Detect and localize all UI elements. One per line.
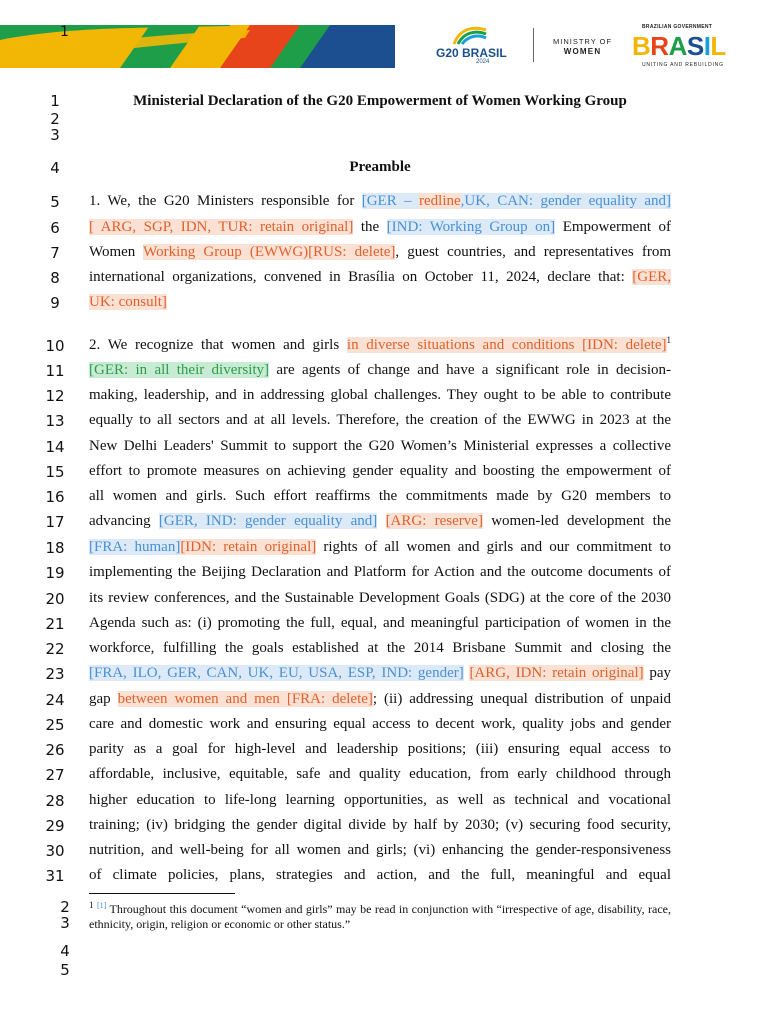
line-number: 6 [50,219,60,237]
text-segment: care and domestic work and ensuring equal access to decent work, quality jobs and gender [89,716,671,732]
line-number: 20 [45,590,65,608]
line-number: 5 [60,961,70,979]
text-segment [377,513,385,529]
line-number: 2 [60,898,70,916]
text-segment: are agents of change and have a significant role in decision- [269,362,671,378]
tracked-comment: redline [419,193,461,209]
text-segment: parity as a goal for high-level and leadership positions; (iii) ensuring equal access to [89,741,671,757]
g20-emblem-icon [450,24,490,46]
gov-top-label: BRAZILIAN GOVERNMENT [642,24,713,30]
text-line [89,269,671,286]
text-line [89,640,671,657]
text-segment: rights of all women and girls and our commitment to [316,539,671,555]
text-line [89,792,671,809]
text-segment: all women and girls. Such effort reaffirms the commitments made by G20 members to [89,488,671,504]
tracked-comment: [FRA, ILO, GER, CAN, UK, EU, USA, ESP, IND: gender] [89,665,464,681]
text-segment: higher education to life-long learning opportunities, as well as technical and vocational [89,792,671,808]
tracked-comment: [GER: in all their diversity] [89,362,270,378]
gov-wordmark-letter: S [686,31,704,61]
text-line [89,513,671,530]
ministry-of-women-logo [553,37,612,57]
tracked-comment: Working Group (EWWG)[RUS: delete] [143,244,396,260]
footnote-link[interactable]: [1] [96,901,107,910]
text-line [89,691,671,708]
text-line [89,294,671,311]
line-number: 13 [45,412,65,430]
text-segment: advancing [89,513,159,529]
text-segment: international organizations, convened in Brasília on October 11, 2024, declare that: [89,269,633,285]
line-number: 28 [45,792,65,810]
tracked-comment: [ ARG, SGP, IDN, TUR: retain original] [89,219,354,235]
text-segment: nutrition, and well-being for all women and girls; (vi) enhancing the gender-responsiveness [89,842,671,858]
line-number: 25 [45,716,65,734]
logo-divider [533,28,534,62]
text-segment: Agenda such as: (i) promoting the full, equal, and meaningful participation of women in the [89,615,671,631]
line-number: 27 [45,766,65,784]
ministry-line1: MINISTRY OF [553,37,613,46]
text-line [89,488,671,505]
text-segment: its review conferences, and the Sustainable Development Goals (SDG) at the core of the 2030 [89,590,671,606]
line-number: 16 [45,488,65,506]
text-segment: implementing the Beijing Declaration and Platform for Action and the outcome documents of [89,564,671,580]
text-line [89,615,671,632]
text-line [89,539,671,556]
line-number: 24 [45,691,65,709]
text-line [89,867,671,884]
g20-brasil-logo [436,24,514,68]
line-number: 10 [45,337,65,355]
tracked-comment: [ARG, IDN: retain original] [469,665,644,681]
line-number: 7 [50,244,60,262]
brasil-label: BRASIL [462,46,507,60]
line-number: 4 [50,159,60,177]
g20-label: G20 [436,46,459,60]
text-segment: pay [643,665,671,681]
line-number: 12 [45,387,65,405]
text-segment: 1. We, the G20 Ministers responsible for [89,193,362,209]
text-segment: equally to all sectors and at all levels. Therefore, the creation of the EWWG in 2023 at the [89,412,671,428]
tracked-comment: between women and men [FRA: delete] [117,691,373,707]
footnote [89,898,671,932]
text-line [89,463,671,480]
text-line [89,412,671,429]
page-number: 1 [60,24,69,40]
line-number: 17 [45,513,65,531]
line-number: 4 [60,942,70,960]
tracked-comment: [ARG: reserve] [385,513,483,529]
line-number: 29 [45,817,65,835]
gov-wordmark-letter: I [703,31,711,61]
line-number: 23 [45,665,65,683]
text-line [89,193,671,210]
line-number: 26 [45,741,65,759]
gov-brasil-wordmark [632,32,726,60]
text-line [89,665,671,682]
text-line [89,590,671,607]
text-line [89,387,671,404]
text-line [89,362,671,379]
gov-wordmark-letter: B [632,31,651,61]
document-title: Ministerial Declaration of the G20 Empowerment of Women Working Group [133,93,627,109]
line-number: 14 [45,438,65,456]
text-segment: training; (iv) bridging the gender digital divide by half by 2030; (v) securing food security, [89,817,671,833]
line-number: 3 [50,126,60,144]
text-line [89,438,671,455]
tracked-comment: [GER – [361,193,419,209]
footnote-text: Throughout this document “women and girls” may be read in conjunction with “irrespective of age, disability, race, ethnicity, origin, religion or economic or other status.” [89,902,672,931]
text-segment: Empowerment of [555,219,672,235]
text-segment: the [353,219,387,235]
line-number: 30 [45,842,65,860]
gov-wordmark-letter: A [668,31,687,61]
preamble-heading: Preamble [349,159,411,175]
line-number: 22 [45,640,65,658]
text-segment: effort to promote measures on achieving gender equality and boosting the empowerment of [89,463,671,479]
text-segment: New Delhi Leaders' Summit to support the G20 Women’s Ministerial expresses a collective [89,438,671,454]
line-number: 3 [60,914,70,932]
ministry-line2: WOMEN [563,47,602,56]
text-segment: gap [89,691,118,707]
tracked-comment: ,UK, CAN: gender equality and] [460,193,671,209]
text-line [89,219,671,236]
footnote-marker: 1 [89,900,94,910]
tracked-comment: UK: consult] [89,294,167,310]
text-segment: workforce, fulfilling the goals established at the 2014 Brisbane Summit and closing the [89,640,671,656]
line-number: 8 [50,269,60,287]
text-segment: Women [89,244,144,260]
text-segment: , guest countries, and representatives from [395,244,671,260]
footnote-reference: 1 [666,335,671,345]
tracked-comment: [GER, IND: gender equality and] [158,513,378,529]
tracked-comment: [IND: Working Group on] [386,219,556,235]
text-line [89,244,671,261]
line-number: 5 [50,193,60,211]
line-number: 19 [45,564,65,582]
gov-bottom-label: UNITING AND REBUILDING [642,62,724,68]
text-line [89,716,671,733]
text-line [89,564,671,581]
line-number: 31 [45,867,65,885]
text-line [89,766,671,783]
tracked-comment: [GER, [632,269,671,285]
text-segment: making, leadership, and in addressing global challenges. They ought to be able to contribute [89,387,671,403]
line-number: 21 [45,615,65,633]
tracked-comment: [IDN: retain original] [180,539,317,555]
text-line [89,337,671,354]
footnote-separator [89,893,235,894]
text-line [89,842,671,859]
gov-wordmark-letter: R [650,31,669,61]
line-number: 11 [45,362,65,380]
brazilian-government-logo [632,24,742,70]
tracked-comment: [FRA: human] [89,539,181,555]
tracked-comment: in diverse situations and conditions [IDN: delete] [346,337,667,353]
text-segment: of climate policies, plans, strategies and action, and the full, meaningful and equal [89,867,671,883]
text-segment: affordable, inclusive, equitable, safe and quality education, from early childhood through [89,766,671,782]
line-number: 2 [50,110,60,128]
line-number: 15 [45,463,65,481]
text-line [89,741,671,758]
text-line [89,817,671,834]
gov-wordmark-letter: L [710,31,726,61]
text-segment: ; (ii) addressing unequal distribution of unpaid [372,691,671,707]
text-segment: 2. We recognize that women and girls [89,337,347,353]
line-number: 9 [50,294,60,312]
year-label: 2024 [476,59,490,65]
line-number: 18 [45,539,65,557]
text-segment: women-led development the [482,513,672,529]
line-number: 1 [50,92,60,110]
